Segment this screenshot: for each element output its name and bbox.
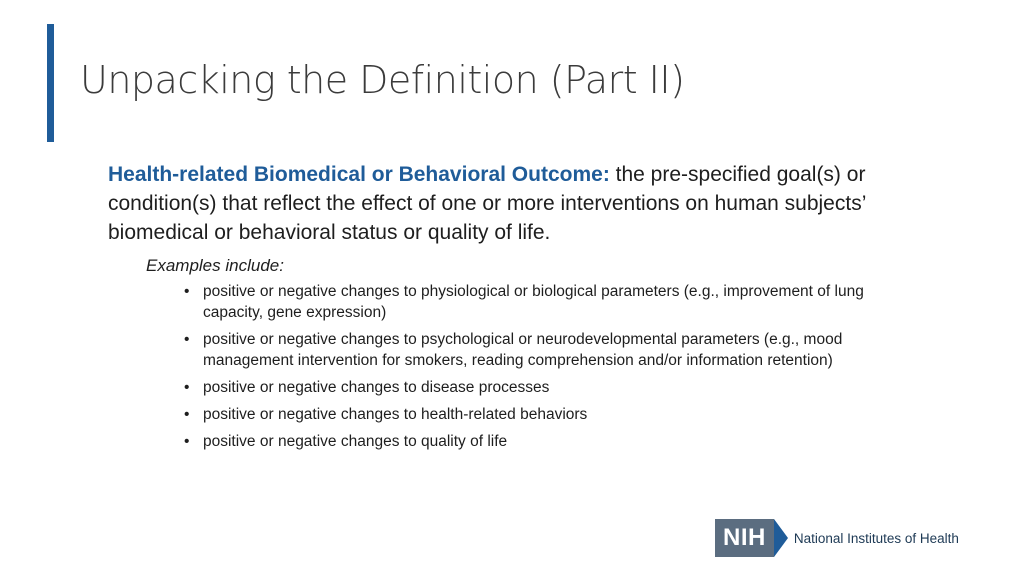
definition-paragraph [108,160,928,247]
bullet-icon: • [184,406,190,423]
nih-chevron-icon [774,519,788,557]
nih-name: National Institutes of Health [793,530,959,546]
list-item [184,281,924,323]
bullet-icon: • [184,331,190,348]
list-item-text: positive or negative changes to psychological or neurodevelopmental parameters (e.g., mood management intervention for smokers, reading comprehension and/or information retention) [203,331,843,369]
bullet-icon: • [184,283,190,300]
list-item-text: positive or negative changes to disease processes [203,379,550,396]
list-item-text: positive or negative changes to quality of life [203,433,508,450]
list-item [184,431,924,452]
nih-logo-mark [715,519,788,557]
definition-text: the pre-specified goal(s) or condition(s) that reflect the effect of one or more interventions on human subjects’ biomedical or behavioral status or quality of life. [108,163,866,244]
definition-term: Health-related Biomedical or Behavioral Outcome [108,163,603,186]
list-item [184,404,924,425]
nih-abbr: NIH [715,519,774,557]
bullet-icon: • [184,379,190,396]
slide-body [108,160,928,458]
list-item [184,329,924,371]
slide-title: Unpacking the Definition (Part II) [80,58,685,102]
bullet-icon: • [184,433,190,450]
example-list [184,281,924,452]
list-item-text: positive or negative changes to physiological or biological parameters (e.g., improvement of lung capacity, gene expression) [203,283,864,321]
nih-logo [715,518,959,558]
examples-label: Examples include: [146,256,284,275]
list-item [184,377,924,398]
list-item-text: positive or negative changes to health-related behaviors [203,406,588,423]
definition-colon: : [602,163,610,186]
title-accent-bar [47,24,54,142]
